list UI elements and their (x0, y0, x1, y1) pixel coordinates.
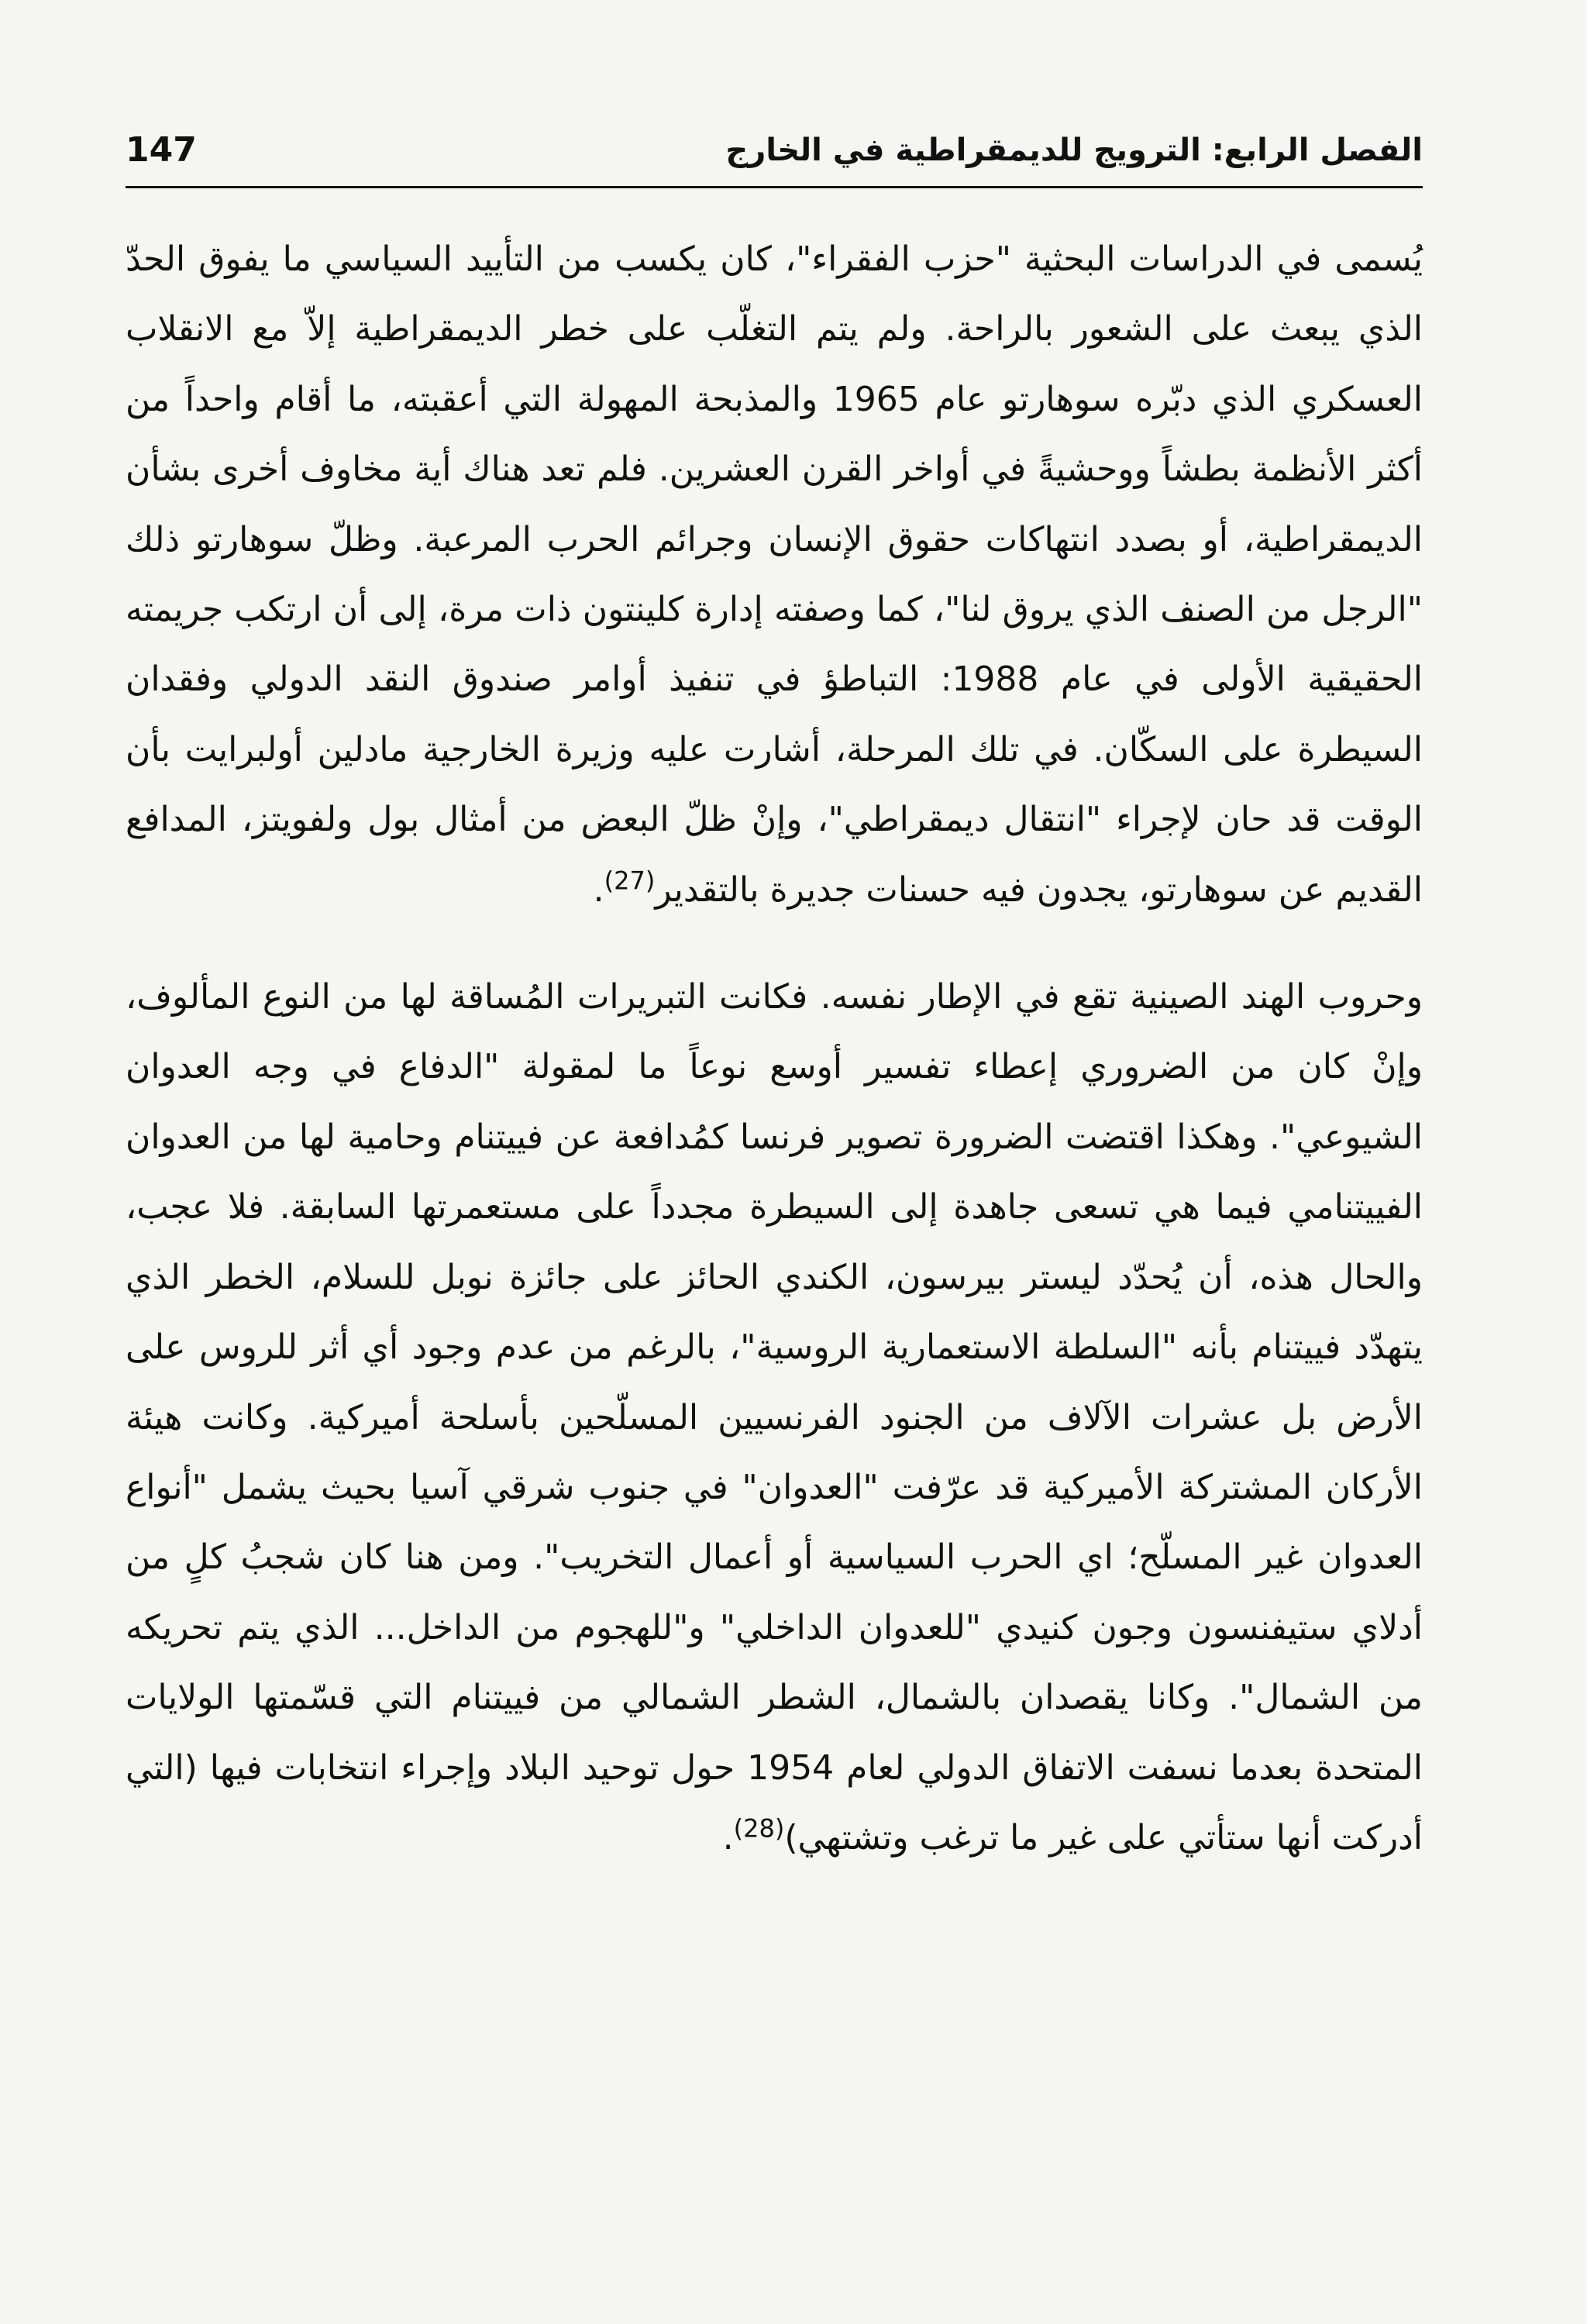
paragraph-end: . (593, 869, 604, 910)
page-number: 147 (126, 130, 197, 170)
footnote-marker: (28) (733, 1813, 785, 1844)
footnote-marker: (27) (604, 866, 656, 895)
paragraph-text: وحروب الهند الصينية تقع في الإطار نفسه. فكانت التبريرات المُساقة لها من النوع المألوف، وإنْ كان من الضروري إعطاء تفسير أوسع نوعاً ما لمقولة "الدفاع في وجه العدوان الشيوعي". وهكذا اقتضت الضرورة تصوير فرنسا كمُدافعة عن فييتنام وحامية لها من العدوان الفييتنامي فيما هي تسعى جاهدة إلى السيطرة مجدداً على مستعمرتها السابقة. فلا عجب، والحال هذه، أن يُحدّد ليستر بيرسون، الكندي الحائز على جائزة نوبل للسلام، الخطر الذي يتهدّد فييتنام بأنه "السلطة الاستعمارية الروسية"، بالرغم من عدم وجود أي أثر للروس على الأرض بل عشرات الآلاف من الجنود الفرنسيين المسلّحين بأسلحة أميركية. وكانت هيئة الأركان المشتركة الأميركية قد عرّفت "العدوان" في جنوب شرقي آسيا بحيث يشمل "أنواع العدوان غير المسلّح؛ اي الحرب السياسية أو أعمال التخريب". ومن هنا كان شجبُ كلٍ من أدلاي ستيفنسون وجون كنيدي "للعدوان الداخلي" و"للهجوم من الداخل... الذي يتم تحريكه من الشمال". وكانا يقصدان بالشمال، الشطر الشمالي من فييتنام التي قسّمتها الولايات المتحدة بعدما نسفت الاتفاق الدولي لعام 1954 حول توحيد البلاد وإجراء انتخابات فيها (التي أدركت أنها ستأتي على غير ما ترغب وتشتهي) (126, 977, 1423, 1857)
paragraph-2 (126, 962, 1423, 1873)
running-title: الفصل الرابع: الترويج للديمقراطية في الخارج (725, 133, 1423, 168)
paragraph-text: يُسمى في الدراسات البحثية "حزب الفقراء"، كان يكسب من التأييد السياسي ما يفوق الحدّ الذي يبعث على الشعور بالراحة. ولم يتم التغلّب على خطر الديمقراطية إلاّ مع الانقلاب العسكري الذي دبّره سوهارتو عام 1965 والمذبحة المهولة التي أعقبته، ما أقام واحداً من أكثر الأنظمة بطشاً ووحشيةً في أواخر القرن العشرين. فلم تعد هناك أية مخاوف أخرى بشأن الديمقراطية، أو بصدد انتهاكات حقوق الإنسان وجرائم الحرب المرعبة. وظلّ سوهارتو ذلك "الرجل من الصنف الذي يروق لنا"، كما وصفته إدارة كلينتون ذات مرة، إلى أن ارتكب جريمته الحقيقية الأولى في عام 1988: التباطؤ في تنفيذ أوامر صندوق النقد الدولي وفقدان السيطرة على السكّان. في تلك المرحلة، أشارت عليه وزيرة الخارجية مادلين أولبرايت بأن الوقت قد حان لإجراء "انتقال ديمقراطي"، وإنْ ظلّ البعض من أمثال بول ولفويتز، المدافع القديم عن سوهارتو، يجدون فيه حسنات جديرة بالتقدير (126, 239, 1423, 910)
paragraph-end: . (722, 1817, 734, 1857)
paragraph-1 (126, 225, 1423, 925)
page-header (126, 121, 1423, 188)
body-text (126, 225, 1423, 1873)
